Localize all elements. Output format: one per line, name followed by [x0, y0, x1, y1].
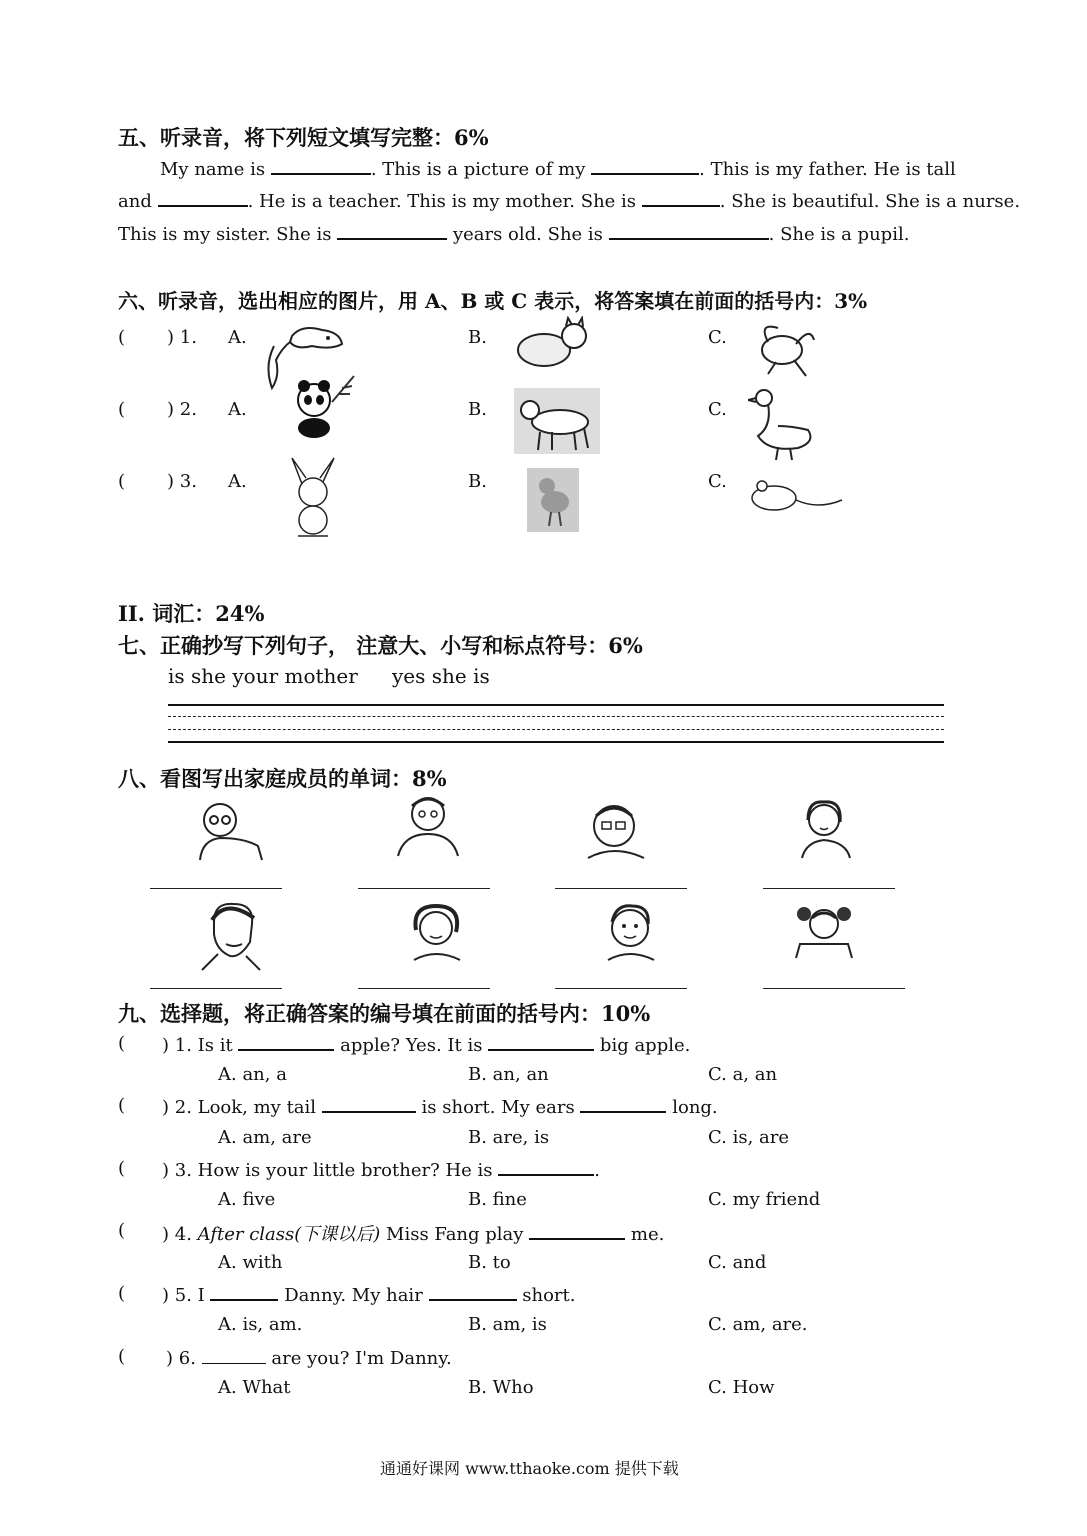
girl-face — [792, 902, 856, 960]
option-a[interactable]: A. am, are — [218, 1127, 312, 1148]
answer-line[interactable] — [763, 888, 895, 889]
copy-sentence-2: yes she is — [392, 664, 490, 688]
writing-line[interactable] — [168, 704, 944, 706]
duck-picture — [748, 386, 816, 464]
option-c[interactable]: C. How — [708, 1377, 775, 1398]
option-b[interactable]: B. fine — [468, 1189, 527, 1210]
passage-line-2: and . He is a teacher. This is my mother. She is . She is beautiful. She is a nurse. — [118, 191, 1021, 212]
section-8-title: 八、看图写出家庭成员的单词：8% — [118, 766, 447, 791]
option-c-label: C. — [708, 327, 727, 348]
boy-face — [600, 898, 660, 962]
question-number: ) 3. — [167, 471, 197, 492]
option-a[interactable]: A. is, am. — [218, 1314, 303, 1335]
answer-bracket[interactable]: ( — [118, 1095, 126, 1116]
answer-bracket[interactable]: ( — [118, 327, 126, 348]
option-b-label: B. — [468, 471, 487, 492]
answer-bracket[interactable]: ( — [118, 1220, 126, 1241]
option-a[interactable]: A. with — [218, 1252, 283, 1273]
writing-line[interactable] — [168, 741, 944, 743]
blank[interactable] — [580, 1095, 666, 1113]
blank[interactable] — [529, 1222, 625, 1240]
grandmother-face — [392, 790, 464, 858]
blank[interactable] — [337, 222, 447, 240]
copy-sentence-1: is she your mother — [168, 664, 358, 688]
question-5: ) 5. I Danny. My hair short. — [162, 1285, 576, 1306]
blank[interactable] — [591, 157, 699, 175]
option-a[interactable]: A. an, a — [218, 1064, 287, 1085]
blank[interactable] — [488, 1033, 594, 1051]
blank[interactable] — [322, 1095, 416, 1113]
question-number: ) 1. — [167, 327, 197, 348]
footer-text: 通通好课网 www.tthaoke.com 提供下载 — [380, 1459, 679, 1478]
section-7-title: 七、正确抄写下列句子， 注意大、小写和标点符号：6% — [118, 633, 643, 658]
passage-line-1: My name is . This is a picture of my . This is my father. He is tall — [160, 159, 956, 180]
option-c-label: C. — [708, 399, 727, 420]
answer-line[interactable] — [555, 888, 687, 889]
answer-bracket[interactable]: ( — [118, 1283, 126, 1304]
option-c-label: C. — [708, 471, 727, 492]
blank[interactable] — [642, 189, 720, 207]
answer-bracket[interactable]: ( — [118, 1158, 126, 1179]
panda-picture — [292, 372, 358, 440]
blank[interactable] — [238, 1033, 334, 1051]
option-a[interactable]: A. five — [218, 1189, 276, 1210]
section-6-title: 六、听录音，选出相应的图片，用 A、B 或 C 表示，将答案填在前面的括号内：3% — [118, 289, 868, 313]
question-4: ) 4. After class(下课以后) Miss Fang play me. — [162, 1224, 665, 1245]
option-b[interactable]: B. to — [468, 1252, 511, 1273]
option-c[interactable]: C. a, an — [708, 1064, 778, 1085]
option-c[interactable]: C. and — [708, 1252, 767, 1273]
dog-picture — [514, 388, 600, 454]
part-2-title: II. 词汇：24% — [118, 601, 265, 626]
option-c[interactable]: C. my friend — [708, 1189, 821, 1210]
section-5-title: 五、听录音，将下列短文填写完整：6% — [118, 125, 489, 150]
answer-bracket[interactable]: ( — [118, 1033, 126, 1054]
cat-picture — [514, 316, 590, 372]
blank[interactable] — [429, 1283, 517, 1301]
passage-line-3: This is my sister. She is years old. She is . She is a pupil. — [118, 224, 910, 245]
option-b[interactable]: B. Who — [468, 1377, 534, 1398]
blank[interactable] — [271, 157, 371, 175]
option-a-label: A. — [228, 327, 247, 348]
answer-line[interactable] — [763, 988, 905, 989]
answer-line[interactable] — [150, 888, 282, 889]
answer-line[interactable] — [150, 988, 282, 989]
question-number: ) 2. — [167, 399, 197, 420]
question-6: ) 6. are you? I'm Danny. — [166, 1348, 452, 1369]
question-3: ) 3. How is your little brother? He is . — [162, 1160, 601, 1181]
rabbit-picture — [282, 456, 344, 540]
blank[interactable] — [498, 1158, 594, 1176]
chick-picture — [527, 468, 579, 532]
answer-line[interactable] — [358, 888, 490, 889]
option-b[interactable]: B. an, an — [468, 1064, 549, 1085]
grandfather-face — [192, 794, 266, 862]
bird-picture — [748, 316, 818, 380]
option-a[interactable]: A. What — [218, 1377, 291, 1398]
blank[interactable] — [210, 1283, 278, 1301]
section-9-title: 九、选择题，将正确答案的编号填在前面的括号内：10% — [118, 1001, 651, 1026]
option-b-label: B. — [468, 327, 487, 348]
mouse-picture — [748, 476, 844, 516]
option-c[interactable]: C. am, are. — [708, 1314, 808, 1335]
man-face — [200, 898, 266, 972]
answer-bracket[interactable]: ( — [118, 1346, 126, 1367]
father-face — [584, 796, 648, 860]
answer-line[interactable] — [555, 988, 687, 989]
option-a-label: A. — [228, 471, 247, 492]
woman-face — [404, 898, 468, 962]
question-1: ) 1. Is it apple? Yes. It is big apple. — [162, 1035, 691, 1056]
writing-line[interactable] — [168, 716, 944, 717]
blank[interactable] — [202, 1346, 266, 1364]
answer-line[interactable] — [358, 988, 490, 989]
answer-bracket[interactable]: ( — [118, 399, 126, 420]
answer-bracket[interactable]: ( — [118, 471, 126, 492]
option-c[interactable]: C. is, are — [708, 1127, 789, 1148]
option-a-label: A. — [228, 399, 247, 420]
blank[interactable] — [158, 189, 248, 207]
writing-line[interactable] — [168, 729, 944, 730]
option-b[interactable]: B. am, is — [468, 1314, 547, 1335]
blank[interactable] — [609, 222, 769, 240]
question-2: ) 2. Look, my tail is short. My ears long. — [162, 1097, 718, 1118]
mother-face — [798, 794, 854, 860]
option-b-label: B. — [468, 399, 487, 420]
option-b[interactable]: B. are, is — [468, 1127, 550, 1148]
